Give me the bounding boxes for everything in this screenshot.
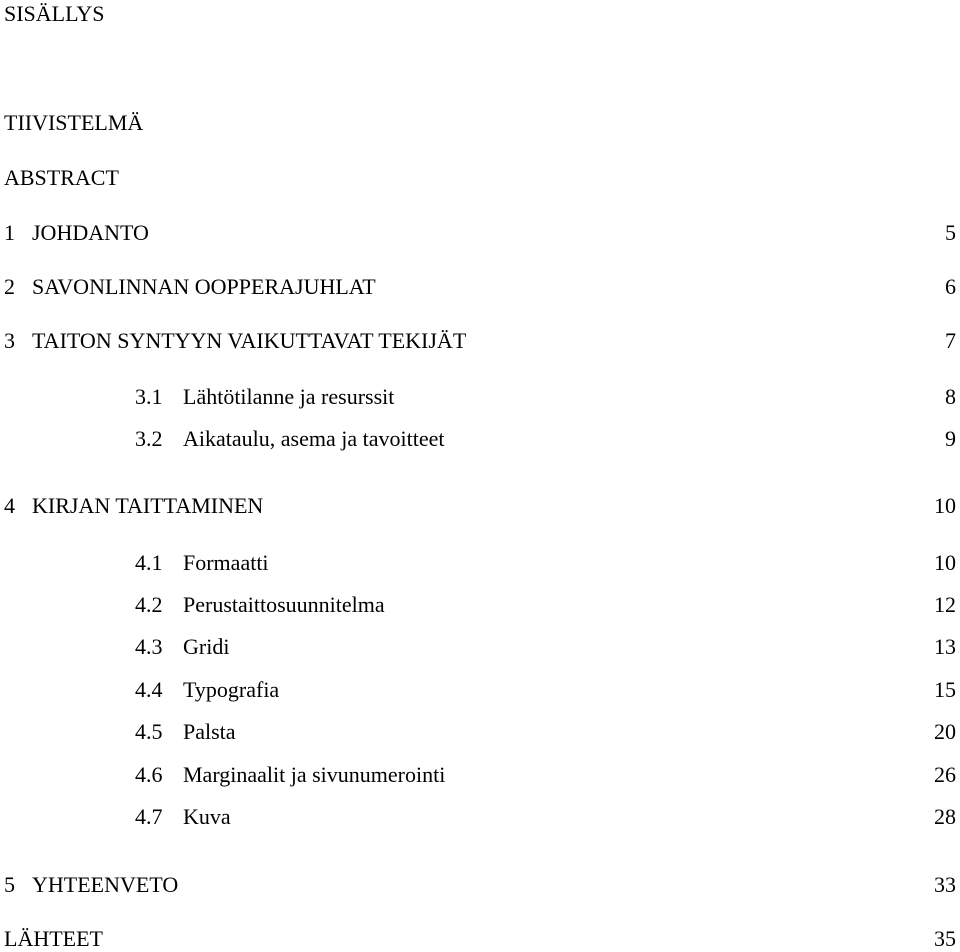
page-title: SISÄLLYS bbox=[4, 1, 105, 26]
toc-entry-3[interactable] bbox=[0, 328, 960, 354]
toc-entry-4-3[interactable] bbox=[0, 634, 960, 660]
toc-entry-page: 10 bbox=[934, 550, 956, 575]
toc-entry-number: 4 bbox=[4, 493, 15, 518]
toc-entry-title: Palsta bbox=[183, 719, 236, 744]
toc-entry-lahteet[interactable] bbox=[0, 926, 960, 952]
toc-entry-number: 3 bbox=[4, 328, 15, 353]
toc-entry-number: 3.2 bbox=[135, 426, 163, 451]
toc-entry-page: 12 bbox=[934, 592, 956, 617]
toc-entry-title: Lähtötilanne ja resurssit bbox=[183, 384, 395, 409]
toc-entry-number: 4.4 bbox=[135, 677, 163, 702]
toc-entry-page: 26 bbox=[934, 762, 956, 787]
toc-entry-number: 1 bbox=[4, 220, 15, 245]
toc-entry-number: 4.5 bbox=[135, 719, 163, 744]
toc-entry-page: 28 bbox=[934, 804, 956, 829]
toc-entry-title: SAVONLINNAN OOPPERAJUHLAT bbox=[32, 274, 376, 299]
toc-entry-page: 5 bbox=[945, 220, 956, 245]
toc-entry-page: 9 bbox=[945, 426, 956, 451]
toc-entry-title: Aikataulu, asema ja tavoitteet bbox=[183, 426, 445, 451]
toc-entry-page: 8 bbox=[945, 384, 956, 409]
toc-entry-4-1[interactable] bbox=[0, 550, 960, 576]
toc-entry-page: 13 bbox=[934, 634, 956, 659]
toc-entry-page: 6 bbox=[945, 274, 956, 299]
toc-entry-4-4[interactable] bbox=[0, 677, 960, 703]
toc-entry-number: 4.7 bbox=[135, 804, 163, 829]
toc-entry-page: 10 bbox=[934, 493, 956, 518]
toc-entry-4-7[interactable] bbox=[0, 804, 960, 830]
toc-entry-number: 4.6 bbox=[135, 762, 163, 787]
toc-entry-page: 7 bbox=[945, 328, 956, 353]
toc-entry-title: TIIVISTELMÄ bbox=[4, 110, 144, 135]
toc-entry-tiivistelma[interactable] bbox=[0, 110, 960, 136]
toc-entry-4-2[interactable] bbox=[0, 592, 960, 618]
toc-entry-number: 4.2 bbox=[135, 592, 163, 617]
toc-entry-title: Marginaalit ja sivunumerointi bbox=[183, 762, 446, 787]
toc-entry-title: KIRJAN TAITTAMINEN bbox=[32, 493, 264, 518]
toc-entry-page: 15 bbox=[934, 677, 956, 702]
toc-entry-abstract[interactable] bbox=[0, 165, 960, 191]
toc-entry-number: 4.1 bbox=[135, 550, 163, 575]
toc-entry-title: Gridi bbox=[183, 634, 230, 659]
toc-entry-title: Typografia bbox=[183, 677, 280, 702]
toc-entry-title: YHTEENVETO bbox=[32, 872, 179, 897]
toc-entry-4-6[interactable] bbox=[0, 762, 960, 788]
toc-entry-number: 2 bbox=[4, 274, 15, 299]
toc-entry-number: 3.1 bbox=[135, 384, 163, 409]
toc-entry-title: Formaatti bbox=[183, 550, 269, 575]
toc-entry-title: Kuva bbox=[183, 804, 231, 829]
toc-entry-page: 20 bbox=[934, 719, 956, 744]
toc-entry-title: LÄHTEET bbox=[4, 926, 103, 951]
toc-entry-4[interactable] bbox=[0, 493, 960, 519]
toc-entry-2[interactable] bbox=[0, 274, 960, 300]
toc-entry-number: 4.3 bbox=[135, 634, 163, 659]
toc-entry-title: ABSTRACT bbox=[4, 165, 119, 190]
toc-entry-3-2[interactable] bbox=[0, 426, 960, 452]
toc-entry-1[interactable] bbox=[0, 220, 960, 246]
toc-entry-4-5[interactable] bbox=[0, 719, 960, 745]
toc-entry-title: TAITON SYNTYYN VAIKUTTAVAT TEKIJÄT bbox=[32, 328, 467, 353]
toc-entry-number: 5 bbox=[4, 872, 15, 897]
toc-entry-5[interactable] bbox=[0, 872, 960, 898]
toc-entry-3-1[interactable] bbox=[0, 384, 960, 410]
toc-entry-title: JOHDANTO bbox=[32, 220, 149, 245]
toc-entry-page: 33 bbox=[934, 872, 956, 897]
toc-entry-title: Perustaittosuunnitelma bbox=[183, 592, 385, 617]
toc-entry-page: 35 bbox=[934, 926, 956, 951]
